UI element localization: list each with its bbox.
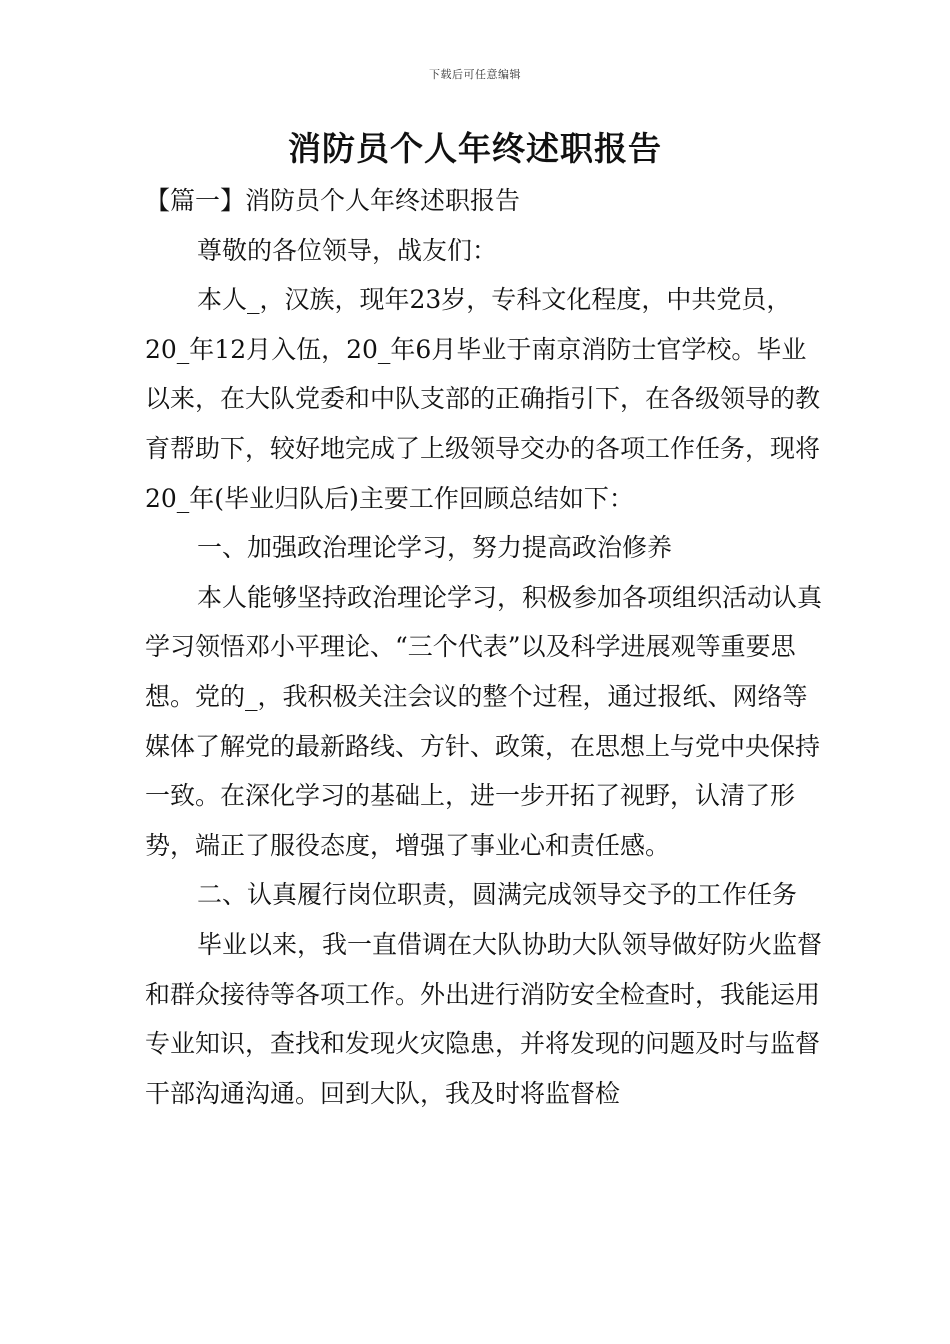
subheading-2: 二、认真履行岗位职责，圆满完成领导交予的工作任务: [197, 880, 798, 910]
subheading-1: 一、加强政治理论学习，努力提高政治修养: [197, 533, 673, 563]
document-body: [145, 176, 825, 1118]
salutation: 尊敬的各位领导，战友们：: [197, 235, 498, 265]
document-title: 消防员个人年终述职报告: [288, 129, 662, 168]
section-heading: 【篇一】消防员个人年终述职报告: [145, 186, 521, 215]
paragraph-intro: 本人_，汉族，现年23岁，专科文化程度，中共党员，20_年12月入伍，20_年6月毕业于南京消防士官学校。毕业以来，在大队党委和中队支部的正确指引下，在各级领导的教育帮助下，较好地完成了上级领导交办的各项工作任务，现将20_年(毕业归队后)主要工作回顾总结如下：: [145, 285, 821, 513]
header-note: 下载后可任意编辑: [429, 68, 521, 81]
paragraph-duties: 毕业以来，我一直借调在大队协助大队领导做好防火监督和群众接待等各项工作。外出进行消防安全检查时，我能运用专业知识，查找和发现火灾隐患，并将发现的问题及时与监督干部沟通沟通。回到大队，我及时将监督检: [145, 929, 823, 1108]
paragraph-politics: 本人能够坚持政治理论学习，积极参加各项组织活动认真学习领悟邓小平理论、“三个代表”以及科学进展观等重要思想。党的_，我积极关注会议的整个过程，通过报纸、网络等媒体了解党的最新路线、方针、政策，在思想上与党中央保持一致。在深化学习的基础上，进一步开拓了视野，认清了形势，端正了服役态度，增强了事业心和责任感。: [145, 582, 823, 860]
